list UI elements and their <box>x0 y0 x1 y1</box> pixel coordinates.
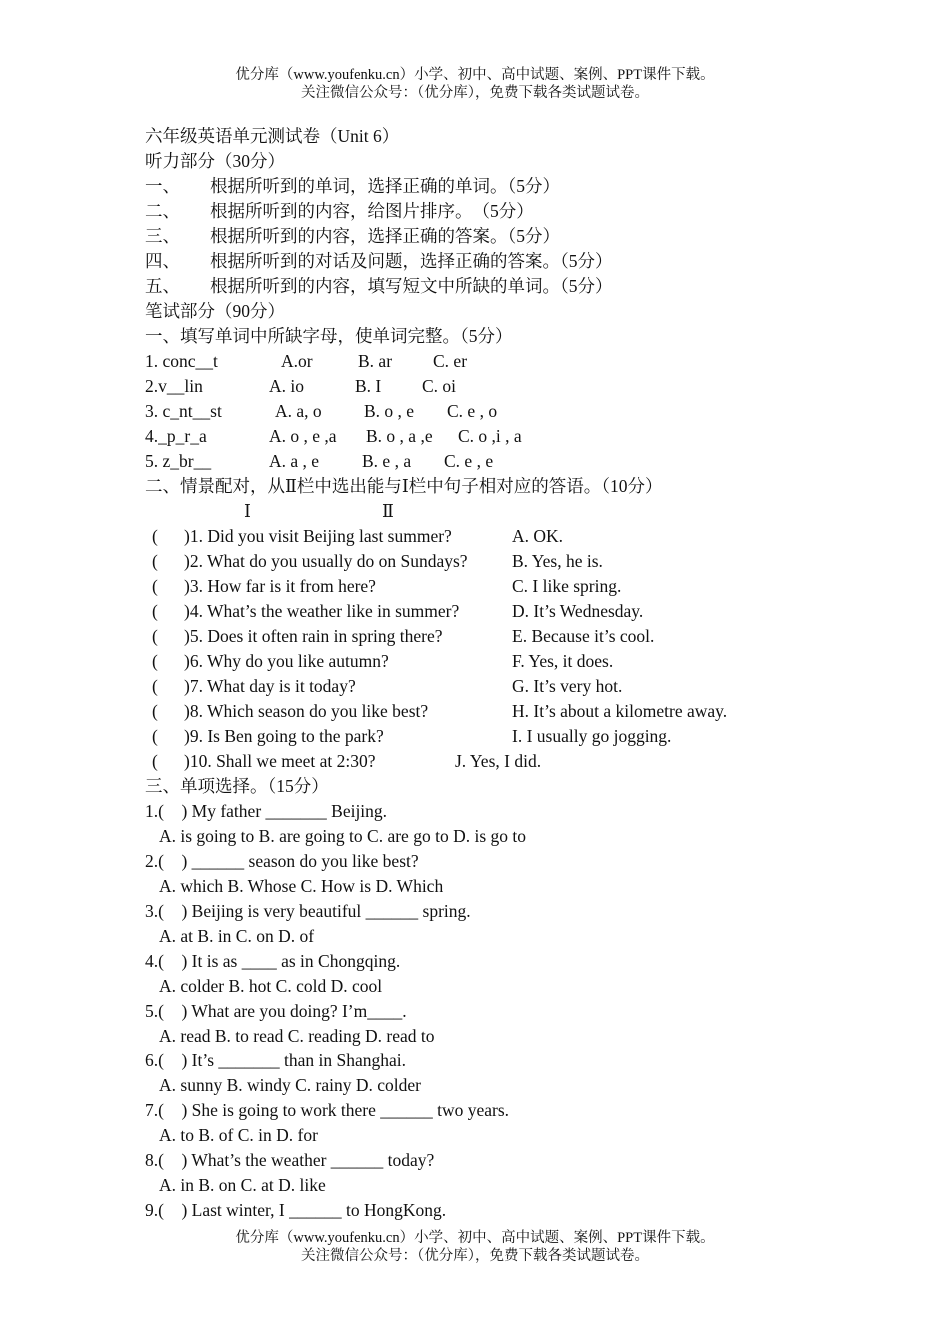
choice-question: 2.( ) ______ season do you like best? <box>145 851 419 871</box>
spelling-item <box>145 449 493 473</box>
matching-row <box>152 549 603 573</box>
choice-options: A. in B. on C. at D. like <box>159 1175 326 1195</box>
matching-answer: D. It’s Wednesday. <box>512 601 644 621</box>
matching-question: )10. Shall we meet at 2:30? <box>184 751 376 771</box>
choice-question: 4.( ) It is as ____ as in Chongqing. <box>145 951 401 971</box>
listening-item-number: 五、 <box>145 276 180 296</box>
matching-row <box>152 674 622 698</box>
matching-row <box>152 624 654 648</box>
part2-heading: 二、情景配对，从Ⅱ栏中选出能与Ⅰ栏中句子相对应的答语。（10分） <box>145 476 663 496</box>
choice-question: 1.( ) My father _______ Beijing. <box>145 801 388 821</box>
page-header <box>0 66 950 102</box>
option-a: A. a, o <box>275 401 322 421</box>
part3-heading: 三、单项选择。（15分） <box>145 776 329 796</box>
answer-paren[interactable]: ( <box>152 526 158 546</box>
header-line-2: 关注微信公众号：（优分库），免费下载各类试题试卷。 <box>301 85 649 101</box>
option-c: C. er <box>433 351 468 371</box>
option-c: C. e , e <box>444 451 494 471</box>
option-b: B. o , e <box>364 401 415 421</box>
choice-options: A. at B. in C. on D. of <box>159 926 315 946</box>
matching-answer: G. It’s very hot. <box>512 676 623 696</box>
matching-answer: I. I usually go jogging. <box>512 726 672 746</box>
listening-item-number: 二、 <box>145 201 180 221</box>
matching-question: )4. What’s the weather like in summer? <box>184 601 460 621</box>
choice-question: 3.( ) Beijing is very beautiful ______ spring. <box>145 901 471 921</box>
choice-options: A. read B. to read C. reading D. read to <box>159 1026 435 1046</box>
listening-item <box>145 174 560 198</box>
answer-paren[interactable]: ( <box>152 576 158 596</box>
answer-paren[interactable]: ( <box>152 701 158 721</box>
choice-options: A. which B. Whose C. How is D. Which <box>159 876 444 896</box>
answer-paren[interactable]: ( <box>152 551 158 571</box>
page-footer <box>0 1229 950 1265</box>
matching-question: )1. Did you visit Beijing last summer? <box>184 526 452 546</box>
matching-answer: A. OK. <box>512 526 564 546</box>
option-a: A.or <box>281 351 313 371</box>
matching-row <box>152 724 671 748</box>
spelling-word: 1. conc__t <box>145 351 218 371</box>
spelling-word: 2.v__lin <box>145 376 203 396</box>
listening-item-text: 根据所听到的单词，选择正确的单词。（5分） <box>210 176 560 196</box>
choice-question: 9.( ) Last winter, I ______ to HongKong. <box>145 1200 447 1220</box>
matching-question: )7. What day is it today? <box>184 676 356 696</box>
option-b: B. I <box>355 376 382 396</box>
option-c: C. e , o <box>447 401 498 421</box>
choice-options: A. colder B. hot C. cold D. cool <box>159 976 383 996</box>
spelling-word: 4._p_r_a <box>145 426 207 446</box>
option-b: B. e , a <box>362 451 412 471</box>
option-b: B. o , a ,e <box>366 426 433 446</box>
listening-item-number: 四、 <box>145 251 180 271</box>
choice-options: A. is going to B. are going to C. are go to D. is go to <box>159 826 526 846</box>
listening-item-text: 根据所听到的内容，给图片排序。 （5分） <box>210 201 534 221</box>
answer-paren[interactable]: ( <box>152 626 158 646</box>
listening-item <box>145 249 613 273</box>
spelling-word: 3. c_nt__st <box>145 401 222 421</box>
listening-item <box>145 199 534 223</box>
header-line-1: 优分库（www.youfenku.cn）小学、初中、高中试题、案例、PPT课件下载。 <box>235 67 715 83</box>
matching-answer: H. It’s about a kilometre away. <box>512 701 728 721</box>
matching-row <box>152 699 727 723</box>
option-a: A. o , e ,a <box>269 426 337 446</box>
matching-row <box>152 574 621 598</box>
matching-question: )9. Is Ben going to the park? <box>184 726 384 746</box>
answer-paren[interactable]: ( <box>152 676 158 696</box>
option-c: C. o ,i , a <box>458 426 522 446</box>
column-2-label: Ⅱ <box>382 501 394 521</box>
column-1-label: Ⅰ <box>244 501 251 521</box>
choice-options: A. to B. of C. in D. for <box>159 1125 318 1145</box>
matching-question: )5. Does it often rain in spring there? <box>184 626 443 646</box>
spelling-item <box>145 349 467 373</box>
matching-answer: F. Yes, it does. <box>512 651 614 671</box>
choice-question: 8.( ) What’s the weather ______ today? <box>145 1150 435 1170</box>
listening-item <box>145 224 560 248</box>
matching-answer: E. Because it’s cool. <box>512 626 655 646</box>
option-a: A. io <box>269 376 304 396</box>
matching-question: )8. Which season do you like best? <box>184 701 429 721</box>
choice-question: 6.( ) It’s _______ than in Shanghai. <box>145 1050 407 1070</box>
choice-options: A. sunny B. windy C. rainy D. colder <box>159 1075 421 1095</box>
spelling-item <box>145 399 497 423</box>
choice-question: 5.( ) What are you doing? I’m____. <box>145 1001 407 1021</box>
listening-item <box>145 274 613 298</box>
written-heading: 笔试部分（90分） <box>145 301 285 321</box>
option-a: A. a , e <box>269 451 320 471</box>
listening-item-text: 根据所听到的对话及问题，选择正确的答案。（5分） <box>210 251 613 271</box>
answer-paren[interactable]: ( <box>152 751 158 771</box>
choice-question: 7.( ) She is going to work there ______ two years. <box>145 1100 510 1120</box>
listening-item-text: 根据所听到的内容，填写短文中所缺的单词。（5分） <box>210 276 613 296</box>
matching-answer: C. I like spring. <box>512 576 622 596</box>
spelling-item <box>145 374 456 398</box>
matching-answer: J. Yes, I did. <box>455 751 542 771</box>
listening-heading: 听力部分（30分） <box>145 151 285 171</box>
exam-title: 六年级英语单元测试卷（Unit 6） <box>145 126 400 146</box>
spelling-item <box>145 424 522 448</box>
listening-item-text: 根据所听到的内容，选择正确的答案。（5分） <box>210 226 560 246</box>
matching-question: )2. What do you usually do on Sundays? <box>184 551 468 571</box>
option-b: B. ar <box>358 351 393 371</box>
spelling-word: 5. z_br__ <box>145 451 212 471</box>
option-c: C. oi <box>422 376 457 396</box>
answer-paren[interactable]: ( <box>152 651 158 671</box>
answer-paren[interactable]: ( <box>152 726 158 746</box>
answer-paren[interactable]: ( <box>152 601 158 621</box>
matching-answer: B. Yes, he is. <box>512 551 603 571</box>
listening-item-number: 三、 <box>145 226 180 246</box>
matching-question: )3. How far is it from here? <box>184 576 376 596</box>
listening-item-number: 一、 <box>145 176 180 196</box>
matching-row <box>152 649 613 673</box>
matching-row <box>152 524 563 548</box>
matching-question: )6. Why do you like autumn? <box>184 651 389 671</box>
matching-row <box>152 749 541 773</box>
matching-row <box>152 599 643 623</box>
part1-heading: 一、填写单词中所缺字母，使单词完整。（5分） <box>145 326 513 346</box>
footer-line-1: 优分库（www.youfenku.cn）小学、初中、高中试题、案例、PPT课件下载。 <box>235 1230 715 1246</box>
footer-line-2: 关注微信公众号：（优分库），免费下载各类试题试卷。 <box>301 1248 649 1264</box>
